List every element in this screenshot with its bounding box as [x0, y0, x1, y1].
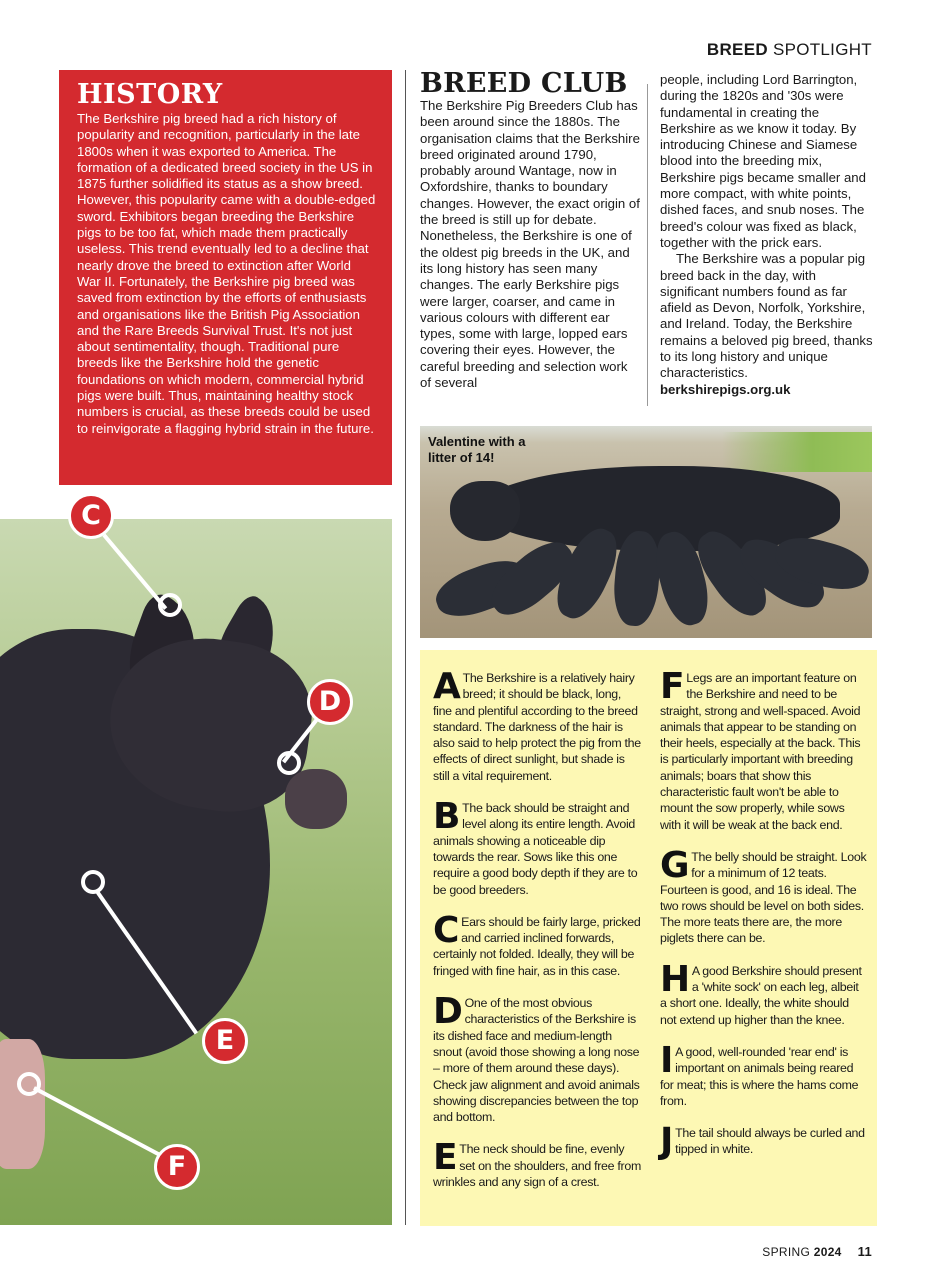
point-item: [660, 1121, 868, 1163]
pig-photo: [0, 519, 392, 1225]
breed-club-url: berkshirepigs.org.uk: [660, 381, 791, 397]
point-text: The Berkshire is a relatively hairy breed; it should be black, long, fine and plentiful according to the breed standard. The darkness of the hair is also said to help protect the pig from the effects of direct sunlight, but shade is still a vital requirement.: [433, 671, 641, 783]
point-item: [660, 958, 868, 1028]
breed-club-paragraph-2: The Berkshire was a popular pig breed back in the day, with significant numbers found as far afield as Devon, Norfolk, Yorkshire, and Ireland. Today, the Berkshire remains a beloved pig breed, thanks to its long history and unique characteristics.: [660, 251, 873, 381]
drop-cap: H: [660, 958, 690, 1000]
callout-ring-f: [17, 1072, 41, 1096]
breed-club-column-2: [660, 72, 878, 398]
callout-ring-c: [158, 593, 182, 617]
point-text: Legs are an important feature on the Berkshire and need to be straight, strong and well-spaced. Avoid animals that appear to be standing on their heels, especially at the back. This is particularly important with breeding animals; boars that show this characteristic fault won't be able to mount the sow properly, while sows with it will be weak at the back end.: [660, 671, 861, 832]
point-text: The back should be straight and level along its entire length. Avoid animals showing a noticeable dip towards the rear. Sows like this one require a good body depth if they are to be good breeders.: [433, 801, 638, 897]
point-item: [660, 1039, 868, 1109]
litter-caption: Valentine with a litter of 14!: [428, 434, 526, 465]
point-item: [433, 909, 641, 979]
points-column-left: [433, 666, 641, 1206]
pig-snout-shape: [285, 769, 347, 829]
point-text: A good Berkshire should present a 'white sock' on each leg, albeit a short one. Ideally, the white should not extend up higher than the knee.: [660, 963, 862, 1027]
header-bold: BREED: [706, 40, 768, 59]
point-item: [433, 1137, 641, 1190]
column-divider: [405, 70, 406, 1225]
litter-photo: [420, 426, 872, 638]
drop-cap: J: [660, 1121, 674, 1163]
badge-d: D: [307, 679, 353, 725]
point-item: [660, 844, 868, 947]
drop-cap: F: [660, 666, 685, 707]
breed-points-panel: [420, 650, 877, 1226]
footer-season: SPRING: [762, 1245, 814, 1259]
drop-cap: A: [433, 666, 461, 707]
drop-cap: C: [433, 909, 460, 951]
pig-leg-shape: [0, 1039, 45, 1169]
drop-cap: D: [433, 991, 463, 1033]
point-text: The neck should be fine, evenly set on the shoulders, and free from wrinkles and any sign of a crest.: [433, 1142, 641, 1190]
breed-club-column-1: The Berkshire Pig Breeders Club has been around since the 1880s. The organisation claims that the Berkshire breed originated around 1790, probably around Wantage, now in Oxfordshire, thanks to boundary changes. However, the exact origin of the breed is still up for debate. Nonetheless, the Berkshire is one of the oldest pig breeds in the UK, and its long history has seen many changes. The early Berkshire pigs were larger, coarser, and came in various colours with different ear types, some with large, lopped ears covering their eyes. However, the careful breeding and selection work of several: [420, 98, 640, 391]
point-text: A good, well-rounded 'rear end' is important on animals being reared for meat; this is where the hams come from.: [660, 1044, 859, 1108]
badge-e: E: [202, 1018, 248, 1064]
drop-cap: E: [433, 1137, 458, 1179]
badge-c: C: [68, 493, 114, 539]
breed-club-paragraph-1: people, including Lord Barrington, during the 1820s and '30s were fundamental in creating the Berkshire as we know it today. By introducing Chinese and Siamese blood into the breeding mix, Berkshire pigs became smaller and more compact, with white points, dished faces, and snub noses. The breed's colour was fixed as black, together with the prick ears.: [660, 72, 866, 250]
point-text: The belly should be straight. Look for a minimum of 12 teats. Fourteen is good, and 16 is ideal. The two rows should be level on both sides. The more teats there are, the more piglets there can be.: [660, 849, 867, 946]
point-item: [433, 991, 641, 1125]
grass-background: [722, 432, 872, 472]
drop-cap: G: [660, 844, 690, 886]
history-body: The Berkshire pig breed had a rich history of popularity and recognition, particularly in the late 1800s when it was exported to America. The formation of a dedicated breed society in the US in 1875 further solidified its status as a show breed. However, this popularity came with a double-edged sword. Exhibitors began breeding the Berkshire pigs to be too fat, which made them practically useless. This trend eventually led to a decline that nearly drove the breed to extinction after World War II. Fortunately, the Berkshire pig breed was saved from extinction by the efforts of enthusiasts and organisations like the British Pig Association and the Rare Breeds Survival Trust. It's not just about sentimentality, though. Traditional pure breeds like the Berkshire hold the genetic foundations on which modern, commercial hybrid pigs were built. Thus, maintaining healthy stock numbers is crucial, as these breeds could be used to reinvigorate a flagging hybrid strain in the future.: [77, 111, 376, 436]
point-item: [660, 666, 868, 833]
points-column-right: [660, 666, 868, 1174]
header-rest: SPOTLIGHT: [767, 40, 872, 59]
drop-cap: B: [433, 796, 461, 838]
history-box: [59, 70, 392, 485]
history-title: HISTORY: [77, 79, 223, 110]
page-number: 11: [857, 1244, 872, 1259]
callout-ring-d: [277, 751, 301, 775]
badge-f: F: [154, 1144, 200, 1190]
point-item: [433, 796, 641, 898]
callout-ring-e: [81, 870, 105, 894]
breed-club-title: BREED CLUB: [420, 68, 628, 99]
point-text: One of the most obvious characteristics of the Berkshire is its dished face and medium-length snout (avoid those showing a long nose – more of them around these days). Check jaw alignment and avoid animals showing discrepancies between the top and bottom.: [433, 996, 640, 1125]
footer-year: 2024: [813, 1245, 842, 1259]
section-header: [707, 40, 872, 60]
page-footer: [762, 1244, 872, 1259]
column-divider-small: [647, 84, 648, 406]
point-text: Ears should be fairly large, pricked and carried inclined forwards, certainly not folded. Ideally, they will be fringed with fine hair, as in this case.: [433, 914, 641, 978]
drop-cap: I: [660, 1039, 674, 1081]
point-item: [433, 666, 641, 784]
sow-head-shape: [450, 481, 520, 541]
point-text: The tail should always be curled and tipped in white.: [675, 1126, 865, 1157]
